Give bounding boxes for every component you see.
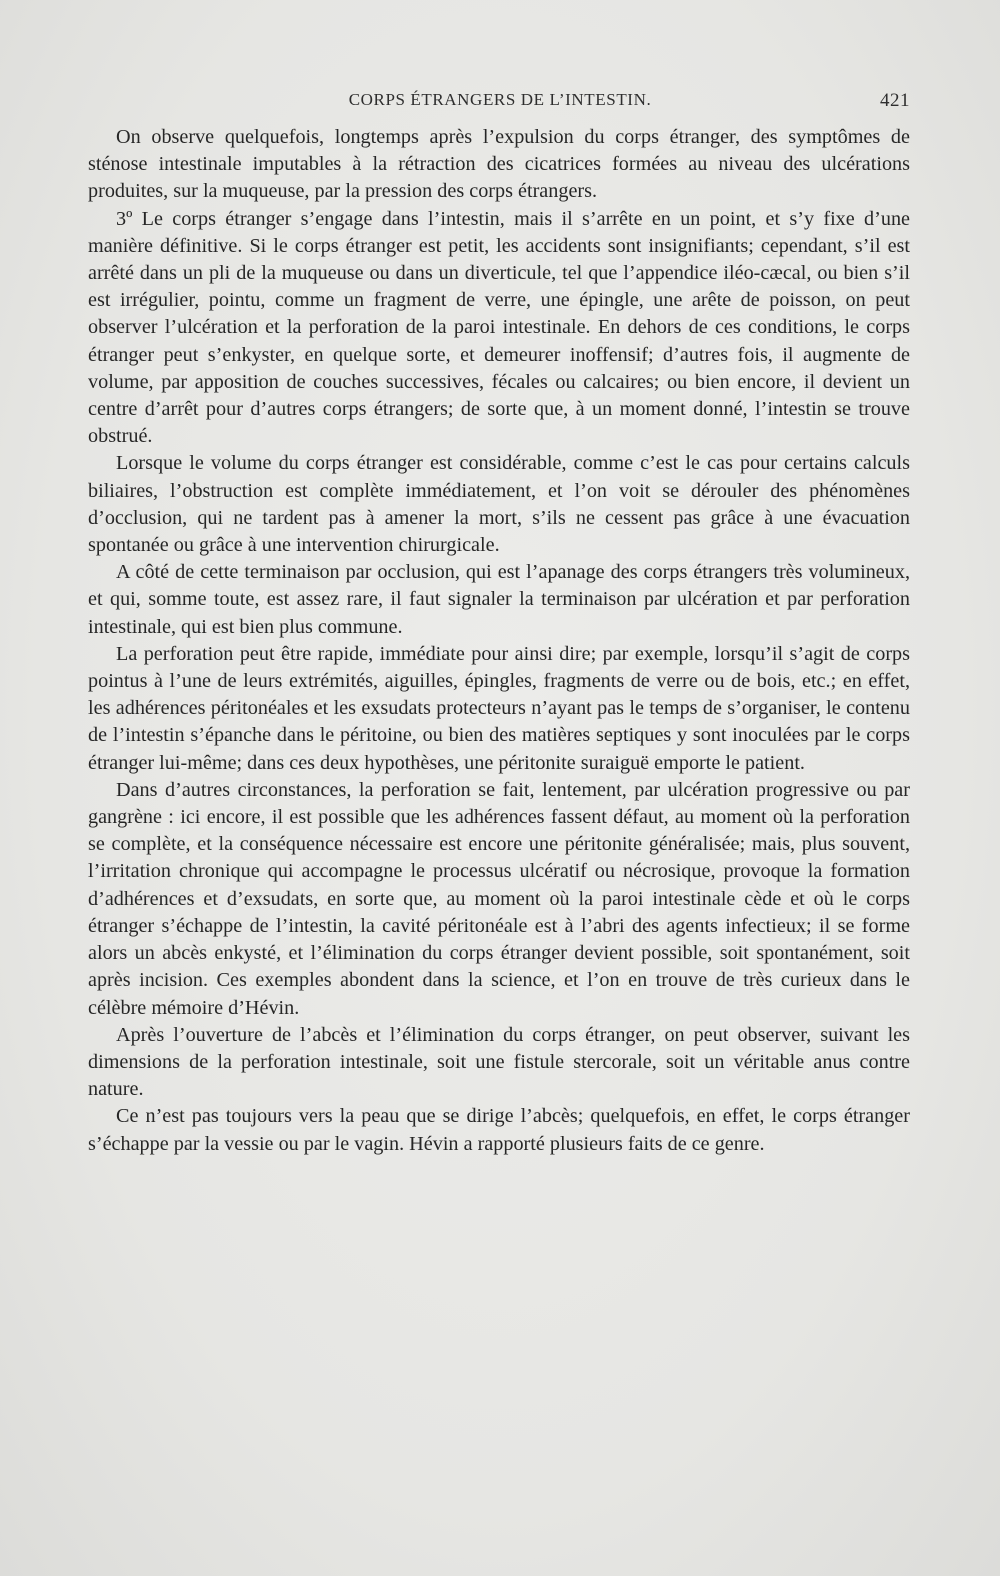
running-head [90,90,910,116]
paragraph: Lorsque le volume du corps étranger est considérable, comme c’est le cas pour certains calculs biliaires, l’obstruction est complète immédiatement, et l’on voit se dérouler des phénomènes d’occlusion, qui ne tardent pas à amener la mort, s’ils ne cessent pas grâce à une évacuation spontanée ou grâce à une intervention chirurgicale. [88,452,910,557]
paragraph: 3º Le corps étranger s’engage dans l’intestin, mais il s’arrête en un point, et s’y fixe d’une manière définitive. Si le corps étranger est petit, les accidents sont insignifiants; cependant, s’il est arrêté dans un pli de la muqueuse ou dans un diverticule, tel que l’appendice iléo-cæcal, ou bien s’il est irrégulier, pointu, comme un fragment de verre, une épingle, une arête de poisson, on peut observer l’ulcération et la perforation de la paroi intestinale. En dehors de ces conditions, le corps étranger peut s’enkyster, en quelque sorte, et demeurer inoffensif; d’autres fois, il augmente de volume, par apposition de couches successives, fécales ou calcaires; ou bien encore, il devient un centre d’arrêt pour d’autres corps étrangers; de sorte que, à un moment donné, l’intestin se trouve obstrué. [88,207,910,448]
body-text [88,124,910,1158]
paragraph: On observe quelquefois, longtemps après l’expulsion du corps étranger, des symptômes de sténose intestinale imputables à la rétraction des cicatrices formées au niveau des ulcérations produites, sur la muqueuse, par la pression des corps étrangers. [88,126,910,203]
paragraph: A côté de cette terminaison par occlusion, qui est l’apanage des corps étrangers très volumineux, et qui, somme toute, est assez rare, il faut signaler la terminaison par ulcération et par perforation intestinale, qui est bien plus commune. [88,561,910,638]
paragraph: Après l’ouverture de l’abcès et l’élimination du corps étranger, on peut observer, suivant les dimensions de la perforation intestinale, soit une fistule stercorale, soit un véritable anus contre nature. [88,1023,910,1101]
running-title: CORPS ÉTRANGERS DE L’INTESTIN. [348,90,652,109]
paragraph: La perforation peut être rapide, immédiate pour ainsi dire; par exemple, lorsqu’il s’agit de corps pointus à l’une de leurs extrémités, aiguilles, épingles, fragments de verre ou de bois, etc.; en effet, les adhérences péritonéales et les exsudats protecteurs n’ayant pas le temps de s’organiser, le contenu de l’intestin s’épanche dans le péritoine, ou bien des matières septiques y sont inoculées par le corps étranger lui-même; dans ces deux hypothèses, une péritonite suraiguë emporte le patient. [88,642,910,774]
page-number: 421 [880,90,910,111]
paragraph: Ce n’est pas toujours vers la peau que se dirige l’abcès; quelquefois, en effet, le corps étranger s’échappe par la vessie ou par le vagin. Hévin a rapporté plusieurs faits de ce genre. [88,1105,910,1155]
paragraph: Dans d’autres circonstances, la perforation se fait, lentement, par ulcération progressive ou par gangrène : ici encore, il est possible que les adhérences fassent défaut, au moment où la perforation se complète, et la conséquence nécessaire est encore une péritonite généralisée; mais, plus souvent, l’irritation chronique qui accompagne le processus ulcératif ou nécrosique, provoque la formation d’adhérences et d’exsudats, en sorte que, au moment où la paroi intestinale cède et où le corps étranger s’échappe de l’intestin, la cavité péritonéale est à l’abri des agents infectieux; il se forme alors un abcès enkysté, et l’élimination du corps étranger devient possible, soit spontanément, soit après incision. Ces exemples abondent dans la science, et l’on en trouve de très curieux dans le célèbre mémoire d’Hévin. [88,778,910,1019]
